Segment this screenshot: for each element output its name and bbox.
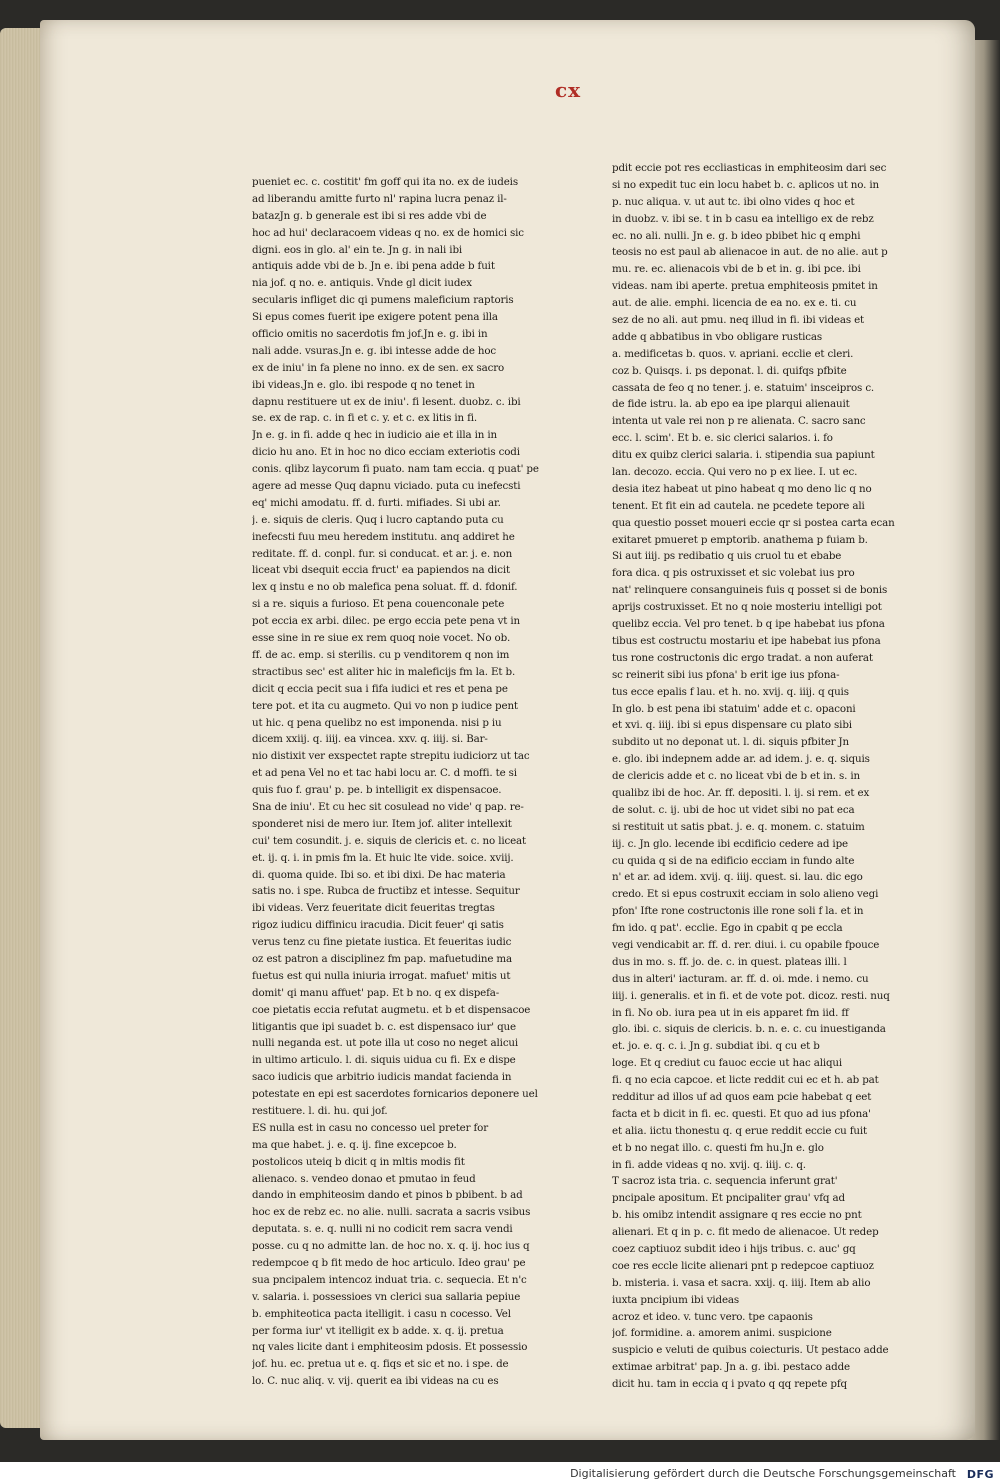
text-line: redditur ad illos uf ad quos eam pcie habebat q eet — [612, 1090, 872, 1103]
text-line: officio omitis no sacerdotis fm jof.Jn e. g. ibi in — [252, 328, 488, 341]
text-line: rigoz iudicu diffinicu iracudia. Dicit feuer' qi satis — [252, 919, 504, 932]
text-line: pdit eccie pot res eccliasticas in emphiteosim dari sec — [612, 162, 887, 174]
text-line: et ad pena Vel no et tac habi locu ar. C. d moffi. te si — [252, 767, 517, 780]
text-line: facta et b dicit in fi. ec. questi. Et quo ad ius pfona' — [612, 1107, 871, 1120]
text-line: tere pot. et ita cu augmeto. Qui vo non p iudice pent — [252, 699, 518, 712]
text-line: fi. q no ecia capcoe. et licte reddit cui ec et h. ab pat — [612, 1074, 879, 1087]
text-line: digni. eos in glo. al' ein te. Jn g. in nali ibi — [252, 243, 463, 256]
text-line: glo. ibi. c. siquis de clericis. b. n. e. c. cu inuestiganda — [612, 1023, 886, 1036]
text-line: aut. de alie. emphi. licencia de ea no. ex e. ti. cu — [612, 297, 857, 310]
text-line: intenta ut vale rei non p re alienata. C. sacro sanc — [612, 415, 866, 428]
text-line: dicit q eccia pecit sua i fifa iudici et res et pena pe — [252, 682, 508, 695]
text-line: loge. Et q crediut cu fauoc eccie ut hac aliqui — [612, 1057, 843, 1070]
text-line: ma que habet. j. e. q. ij. fine excepcoe b. — [252, 1138, 457, 1151]
text-line: et. jo. e. q. c. i. Jn g. subdiat ibi. q cu et b — [612, 1040, 820, 1053]
text-line: sponderet nisi de mero iur. Item jof. aliter intellexit — [252, 817, 512, 830]
text-line: ibi videas. Verz feueritate dicit feueritas tregtas — [252, 902, 495, 915]
text-line: dicio hu ano. Et in hoc no dico ecciam exteriotis codi — [252, 446, 520, 459]
text-line: coez captiuoz subdit ideo i hijs tribus. c. auc' gq — [612, 1243, 856, 1255]
text-line: redempcoe q b fit medo de hoc articulo. Ideo grau' pe — [252, 1257, 526, 1269]
text-line: agere ad messe Quq dapnu viciado. puta cu inefecsti — [252, 480, 521, 493]
text-line: qualibz ibi de hoc. Ar. ff. depositi. l. ij. si rem. et ex — [612, 786, 870, 799]
text-line: de solut. c. ij. ubi de hoc ut videt sibi no pat eca — [612, 803, 855, 816]
text-line: pueniet ec. c. costitit' fm goff qui ita no. ex de iudeis — [252, 176, 518, 188]
text-line: reditate. ff. d. conpl. fur. si conducat. et ar. j. e. non — [252, 547, 513, 560]
text-line: fuetus est qui nulla iniuria irrogat. mafuet' mitis ut — [252, 969, 511, 982]
text-line: Sna de iniu'. Et cu hec sit cosulead no vide' q pap. re- — [252, 800, 524, 813]
text-line: eq' michi amodatu. ff. d. furti. mifiades. Si ubi ar. — [252, 496, 501, 509]
text-line: inefecsti fuu meu heredem institutu. anq addiret he — [252, 530, 515, 543]
text-line: restituere. l. di. hu. qui jof. — [252, 1104, 388, 1117]
text-line: fm ido. q pat'. ecclie. Ego in cpabit q pe eccla — [612, 922, 843, 935]
text-line: lan. decozo. eccia. Qui vero no p ex liee. I. ut ec. — [612, 466, 858, 479]
text-line: videas. nam ibi aperte. pretua emphiteosis pmitet in — [612, 280, 878, 293]
text-line: nat' relinquere consanguineis fuis q posset si de bonis — [612, 584, 888, 597]
text-line: nio distixit ver exspectet rapte strepitu iudiciorz ut tac — [252, 750, 530, 763]
text-line: verus tenz cu fine pietate iustica. Et feueritas iudic — [252, 936, 512, 949]
text-line: pncipale apositum. Et pncipaliter grau' vfq ad — [612, 1192, 845, 1205]
text-line: pfon' Ifte rone costructonis ille rone soli f la. et in — [612, 905, 864, 918]
text-line: cu quida q si de na edificio ecciam in fundo alte — [612, 854, 855, 867]
text-line: Si aut iiij. ps redibatio q uis cruol tu et ebabe — [612, 550, 842, 563]
text-line: de clericis adde et c. no liceat vbi de b et in. s. in — [612, 770, 860, 783]
text-line: b. emphiteotica pacta itelligit. i casu n cocesso. Vel — [252, 1307, 511, 1320]
text-line: pot eccia ex arbi. dilec. pe ergo eccia pete pena vt in — [252, 615, 520, 628]
text-line: saco iudicis que arbitrio iudicis mandat facienda in — [252, 1071, 512, 1084]
text-line: nulli neganda est. ut pote illa ut coso no neget alicui — [252, 1037, 519, 1050]
text-line: quelibz eccia. Vel pro tenet. b q ipe habebat ius pfona — [612, 618, 885, 631]
text-line: n' et ar. ad idem. xvij. q. iiij. quest. si. lau. dic ego — [612, 871, 863, 884]
text-line: dapnu restituere ut ex de iniu'. fi lesent. duobz. c. ibi — [252, 395, 521, 408]
text-line: secularis infliget dic qi pumens maleficium raptoris — [252, 294, 514, 307]
text-line: subdito ut no deponat ut. l. di. siquis pfbiter Jn — [612, 736, 850, 749]
text-line: ut hic. q pena quelibz no est imponenda. nisi p iu — [252, 716, 502, 729]
text-line: posse. cu q no admitte lan. de hoc no. x. q. ij. hoc ius q — [252, 1240, 530, 1253]
text-line: dus in mo. s. ff. jo. de. c. in quest. plateas illi. l — [612, 955, 847, 968]
text-line: satis no. i spe. Rubca de fructibz et intesse. Sequitur — [252, 885, 520, 898]
text-line: tenent. Et fit ein ad cautela. ne pcedete tepore ali — [612, 499, 865, 512]
text-line: si no expedit tuc ein locu habet b. c. aplicos ut no. in — [612, 178, 880, 191]
text-line: et xvi. q. iiij. ibi si epus dispensare cu plato sibi — [612, 719, 852, 732]
text-line: se. ex de rap. c. in fi et c. y. et c. ex litis in fi. — [252, 412, 477, 425]
text-line: aprijs costruxisset. Et no q noie mosteriu intelligi pot — [612, 601, 882, 614]
dfg-logo: DFG — [966, 1468, 994, 1481]
text-line: di. quoma quide. Ibi so. et ibi dixi. De hac materia — [252, 868, 506, 881]
left-text-column — [252, 174, 548, 1390]
text-line: in fi. adde videas q no. xvij. q. iiij. c. q. — [612, 1158, 806, 1171]
text-line: tus ecce epalis f lau. et h. no. xvij. q. iiij. q quis — [612, 685, 849, 698]
text-line: extimae arbitrat' pap. Jn a. g. ibi. pestaco adde — [612, 1361, 850, 1374]
text-line: T sacroz ista tria. c. sequencia inferunt grat' — [612, 1175, 838, 1188]
text-line: nia jof. q no. e. antiquis. Vnde gl dicit iudex — [252, 277, 472, 290]
text-line: nq vales licite dant i emphiteosim pdosis. Et possessio — [252, 1341, 528, 1354]
text-line: sez de no ali. aut pmu. neq illud in fi. ibi videas et — [612, 314, 865, 327]
text-line: ES nulla est in casu no concesso uel preter for — [252, 1121, 488, 1134]
text-line: lex q instu e no ob malefica pena soluat. ff. d. fdonif. — [252, 581, 518, 594]
text-line: vegi vendicabit ar. ff. d. rer. diui. i. cu opabile fpouce — [612, 938, 880, 951]
text-line: ecc. l. scim'. Et b. e. sic clerici salarios. i. fo — [612, 432, 833, 445]
text-line: dicem xxiij. q. iiij. ea vincea. xxv. q. iiij. si. Bar- — [252, 733, 488, 746]
text-line: Si epus comes fuerit ipe exigere potent pena illa — [252, 311, 498, 324]
text-line: et b no negat illo. c. questi fm hu.Jn e. glo — [612, 1141, 824, 1154]
text-line: In glo. b est pena ibi statuim' adde et c. opaconi — [612, 702, 856, 715]
text-line: sc reinerit sibi ius pfona' b erit ige ius pfona- — [612, 668, 840, 681]
text-line: conis. qlibz laycorum fi puato. nam tam eccia. q puat' pe — [252, 463, 539, 476]
text-line: b. misteria. i. vasa et sacra. xxij. q. iiij. Item ab alio — [612, 1276, 871, 1289]
text-line: alienari. Et q in p. c. fit medo de alienacoe. Ut redep — [612, 1226, 879, 1239]
text-line: dus in alteri' iacturam. ar. ff. d. oi. mde. i nemo. cu — [612, 972, 869, 985]
text-line: p. nuc aliqua. v. ut aut tc. ibi olno vides q hoc et — [612, 195, 855, 208]
text-line: ad liberandu amitte furto nl' rapina lucra penaz il- — [252, 192, 507, 205]
text-line: ibi videas.Jn e. glo. ibi respode q no tenet in — [252, 378, 475, 391]
text-line: ec. no ali. nulli. Jn e. g. b ideo pbibet hic q emphi — [612, 229, 861, 242]
text-line: acroz et ideo. v. tunc vero. tpe capaonis — [612, 1310, 813, 1323]
text-line: stractibus sec' est aliter hic in maleficijs fm la. Et b. — [252, 665, 516, 678]
text-line: cassata de feo q no tener. j. e. statuim' insceipros c. — [612, 381, 875, 394]
text-line: de fide istru. la. ab epo ea ipe plarqui alienauit — [612, 398, 850, 411]
text-line: et alia. iictu thonestu q. q erue reddit eccie cu fuit — [612, 1124, 867, 1137]
text-line: lo. C. nuc aliq. v. vij. querit ea ibi videas na cu es — [252, 1375, 499, 1388]
text-line: tus rone costructonis dic ergo tradat. a non auferat — [612, 651, 873, 664]
funding-credit: Digitalisierung gefördert durch die Deutsche Forschungsgemeinschaft — [570, 1467, 956, 1480]
text-line: et. ij. q. i. in pmis fm la. Et huic lte vide. soice. xviij. — [252, 851, 514, 864]
text-line: sua pncipalem intencoz induat tria. c. sequecia. Et n'c — [252, 1273, 527, 1286]
text-line: a. medificetas b. quos. v. apriani. ecclie et cleri. — [612, 347, 854, 360]
text-line: dicit hu. tam in eccia q i pvato q qq repete pfq — [612, 1378, 847, 1391]
text-line: si a re. siquis a furioso. Et pena couenconale pete — [252, 598, 505, 611]
text-line: mu. re. ec. alienacois vbi de b et in. g. ibi pce. ibi — [612, 263, 861, 276]
text-line: esse sine in re siue ex rem quoq noie vocet. No ob. — [252, 632, 511, 645]
text-line: liceat vbi dsequit eccia fruct' ea papiendos na dicit — [252, 564, 510, 577]
text-line: cui' tem cosundit. j. e. siquis de clericis et. c. no liceat — [252, 834, 527, 847]
text-line: desia itez habeat ut pino habeat q mo deno lic q no — [612, 482, 872, 495]
text-line: e. glo. ibi indepnem adde ar. ad idem. j. e. q. siquis — [612, 753, 870, 766]
text-line: hoc ex de rebz ec. no alie. nulli. sacrata a sacris vsibus — [252, 1206, 531, 1219]
text-line: potestate en epi est sacerdotes fornicarios deponere uel — [252, 1088, 538, 1101]
text-line: Jn e. g. in fi. adde q hec in iudicio aie et illa in in — [252, 429, 497, 442]
text-line: antiquis adde vbi de b. Jn e. ibi pena adde b fuit — [252, 260, 495, 273]
text-line: domit' qi manu affuet' pap. Et b no. q ex dispefa- — [252, 986, 500, 999]
text-line: nali adde. vsuras.Jn e. g. ibi intesse adde de hoc — [252, 344, 497, 357]
text-line: coe pietatis eccia refutat augmetu. et b et dispensacoe — [252, 1003, 531, 1016]
text-line: si restituit ut satis pbat. j. e. q. monem. c. statuim — [612, 820, 865, 833]
text-line: fora dica. q pis ostruxisset et sic volebat ius pro — [612, 567, 855, 580]
text-line: iiij. i. generalis. et in fi. et de vote pot. dicoz. resti. nuq — [612, 989, 890, 1002]
text-line: jof. formidine. a. amorem animi. suspicione — [612, 1327, 832, 1340]
text-line: litigantis que ipi suadet b. c. est dispensaco iur' que — [252, 1020, 516, 1033]
text-line: deputata. s. e. q. nulli ni no codicit rem sacra vendi — [252, 1223, 513, 1236]
text-line: adde q abbatibus in vbo obligare rusticas — [612, 330, 823, 343]
text-line: v. salaria. i. possessioes vn clerici sua sallaria pepiue — [252, 1290, 521, 1303]
text-line: ff. de ac. emp. si sterilis. cu p venditorem q non im — [252, 648, 510, 661]
text-line: iij. c. Jn glo. lecende ibi ecdificio cedere ad ipe — [612, 837, 848, 850]
text-line: ditu ex quibz clerici salaria. i. stipendia sua papiunt — [612, 449, 875, 462]
right-text-column — [612, 160, 908, 1393]
text-line: qua questio posset moueri eccie qr si postea carta ecan — [612, 516, 895, 529]
text-line: alienaco. s. vendeo donao et pmutao in feud — [252, 1172, 476, 1185]
text-line: coe res eccle licite alienari pnt p redepcoe captiuoz — [612, 1259, 874, 1272]
text-line: oz est patron a disciplinez fm pap. mafuetudine ma — [252, 952, 513, 965]
text-line: in ultimo articulo. l. di. siquis uidua cu fi. Ex e dispe — [252, 1054, 516, 1067]
folio-number: cx — [555, 78, 582, 102]
text-line: credo. Et si epus costruxit ecciam in solo alieno vegi — [612, 888, 879, 901]
text-line: dando in emphiteosim dando et pinos b pbibent. b ad — [252, 1189, 523, 1202]
text-line: jof. hu. ec. pretua ut e. q. fiqs et sic et no. i spe. de — [252, 1358, 509, 1371]
text-line: in duobz. v. ibi se. t in b casu ea intelligo ex de rebz — [612, 212, 874, 225]
text-line: postolicos uteiq b dicit q in mltis modis fit — [252, 1155, 465, 1168]
text-line: hoc ad hui' declaracoem videas q no. ex de homici sic — [252, 226, 524, 239]
text-line: coz b. Quisqs. i. ps deponat. l. di. quifqs pfbite — [612, 364, 847, 377]
text-line: teosis no est paul ab alienacoe in aut. de no alie. aut p — [612, 246, 888, 259]
text-line: per forma iur' vt itelligit ex b adde. x. q. ij. pretua — [252, 1324, 504, 1337]
text-line: tibus est costructu mostariu et ipe habebat ius pfona — [612, 634, 881, 647]
text-line: exitaret pmueret p emptorib. anathema p fuiam b. — [612, 533, 868, 546]
text-line: iuxta pncipium ibi videas — [612, 1293, 740, 1306]
text-line: suspicio e veluti de quibus coiecturis. Ut pestaco adde — [612, 1344, 889, 1357]
text-line: ex de iniu' in fa plene no inno. ex de sen. ex sacro — [252, 361, 505, 374]
text-line: in fi. No ob. iura pea ut in eis apparet fm iid. ff — [612, 1006, 849, 1019]
text-line: quis fuo f. grau' p. pe. b intelligit ex dispensacoe. — [252, 784, 502, 797]
text-line: j. e. siquis de cleris. Quq i lucro captando puta cu — [252, 513, 504, 526]
footer-bar — [0, 1462, 1000, 1484]
text-line: b. his omibz intendit assignare q res eccie no pnt — [612, 1209, 862, 1222]
text-line: batazJn g. b generale est ibi si res adde vbi de — [252, 209, 487, 222]
